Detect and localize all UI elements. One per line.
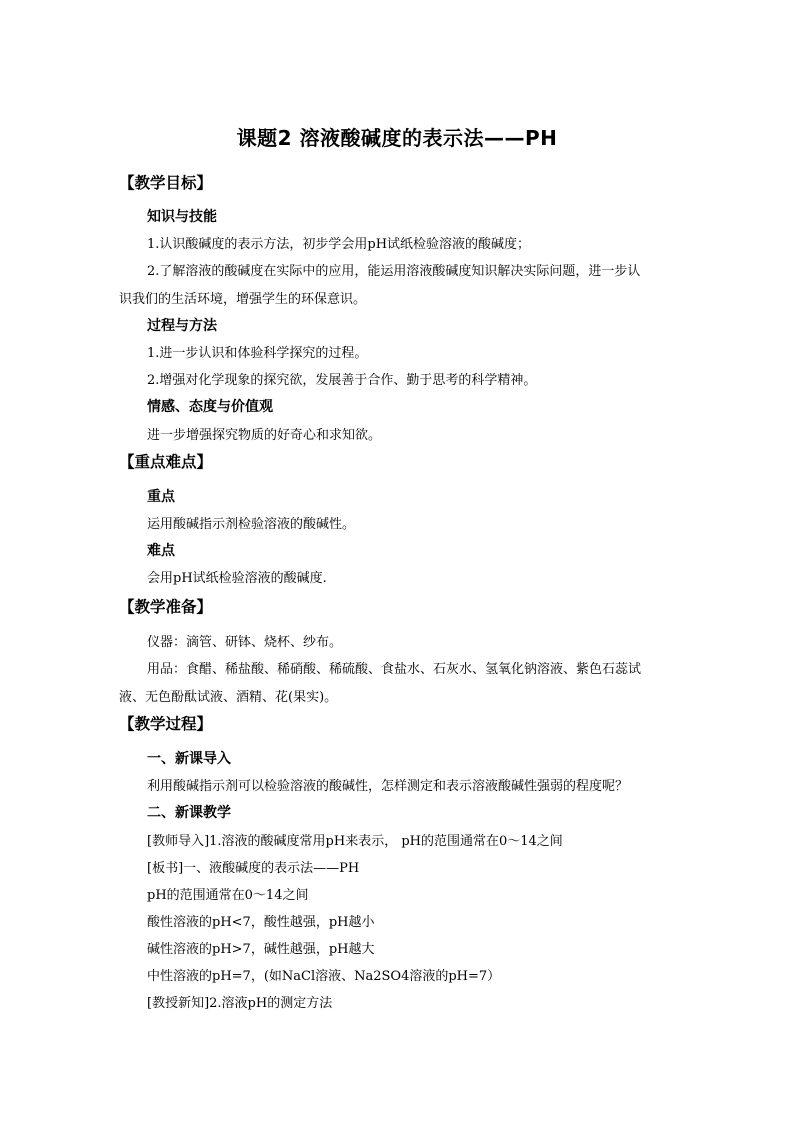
paragraph: 1.进一步认识和体验科学探究的过程。 xyxy=(147,346,368,361)
paragraph: 1.认识酸碱度的表示方法，初步学会用pH试纸检验溶液的酸碱度； xyxy=(147,237,531,252)
section-heading-process: 【教学过程】 xyxy=(119,715,213,733)
paragraph: 酸性溶液的pH<7，酸性越强，pH越小 xyxy=(147,915,375,930)
paragraph: 液、无色酚酞试液、酒精、花(果实)。 xyxy=(119,690,338,705)
paragraph: 用品：食醋、稀盐酸、稀硝酸、稀硫酸、食盐水、石灰水、氢氧化钠溶液、紫色石蕊试 xyxy=(147,662,642,677)
section-heading-objectives: 【教学目标】 xyxy=(119,174,213,192)
subheading-intro: 一、新课导入 xyxy=(147,751,231,767)
paragraph: 2.了解溶液的酸碱度在实际中的应用，能运用溶液酸碱度知识解决实际问题，进一步认 xyxy=(147,264,641,279)
paragraph: 仪器：滴管、研钵、烧杯、纱布。 xyxy=(147,635,343,650)
paragraph: 运用酸碱指示剂检验溶液的酸碱性。 xyxy=(147,517,356,532)
paragraph: [板书]一、液酸碱度的表示法——PH xyxy=(147,861,360,876)
paragraph: 中性溶液的pH=7，(如NaCl溶液、Na2SO4溶液的pH=7） xyxy=(147,969,501,984)
paragraph: [教授新知]2.溶液pH的测定方法 xyxy=(147,996,333,1011)
section-heading-preparation: 【教学准备】 xyxy=(119,598,213,616)
paragraph: 2.增强对化学现象的探究欲，发展善于合作、勤于思考的科学精神。 xyxy=(147,373,537,388)
subheading-difficulty: 难点 xyxy=(147,543,175,559)
section-heading-key-points: 【重点难点】 xyxy=(119,453,213,471)
subheading-focus: 重点 xyxy=(147,489,175,505)
paragraph: 进一步增强探究物质的好奇心和求知欲。 xyxy=(147,428,382,443)
subheading-new-lesson: 二、新课教学 xyxy=(147,805,231,821)
subheading-attitude: 情感、态度与价值观 xyxy=(147,399,273,415)
paragraph: 识我们的生活环境，增强学生的环保意识。 xyxy=(119,292,367,307)
paragraph: [教师导入]1.溶液的酸碱度常用pH来表示， pH的范围通常在0～14之间 xyxy=(147,834,563,849)
paragraph: 碱性溶液的pH>7，碱性越强，pH越大 xyxy=(147,942,375,957)
paragraph: pH的范围通常在0～14之间 xyxy=(147,888,309,903)
subheading-process-method: 过程与方法 xyxy=(147,318,217,334)
page-title: 课题2 溶液酸碱度的表示法——PH xyxy=(236,126,558,150)
subheading-knowledge: 知识与技能 xyxy=(147,209,217,225)
paragraph: 利用酸碱指示剂可以检验溶液的酸碱性，怎样测定和表示溶液酸碱性强弱的程度呢？ xyxy=(147,779,629,794)
paragraph: 会用pH试纸检验溶液的酸碱度. xyxy=(147,571,327,586)
